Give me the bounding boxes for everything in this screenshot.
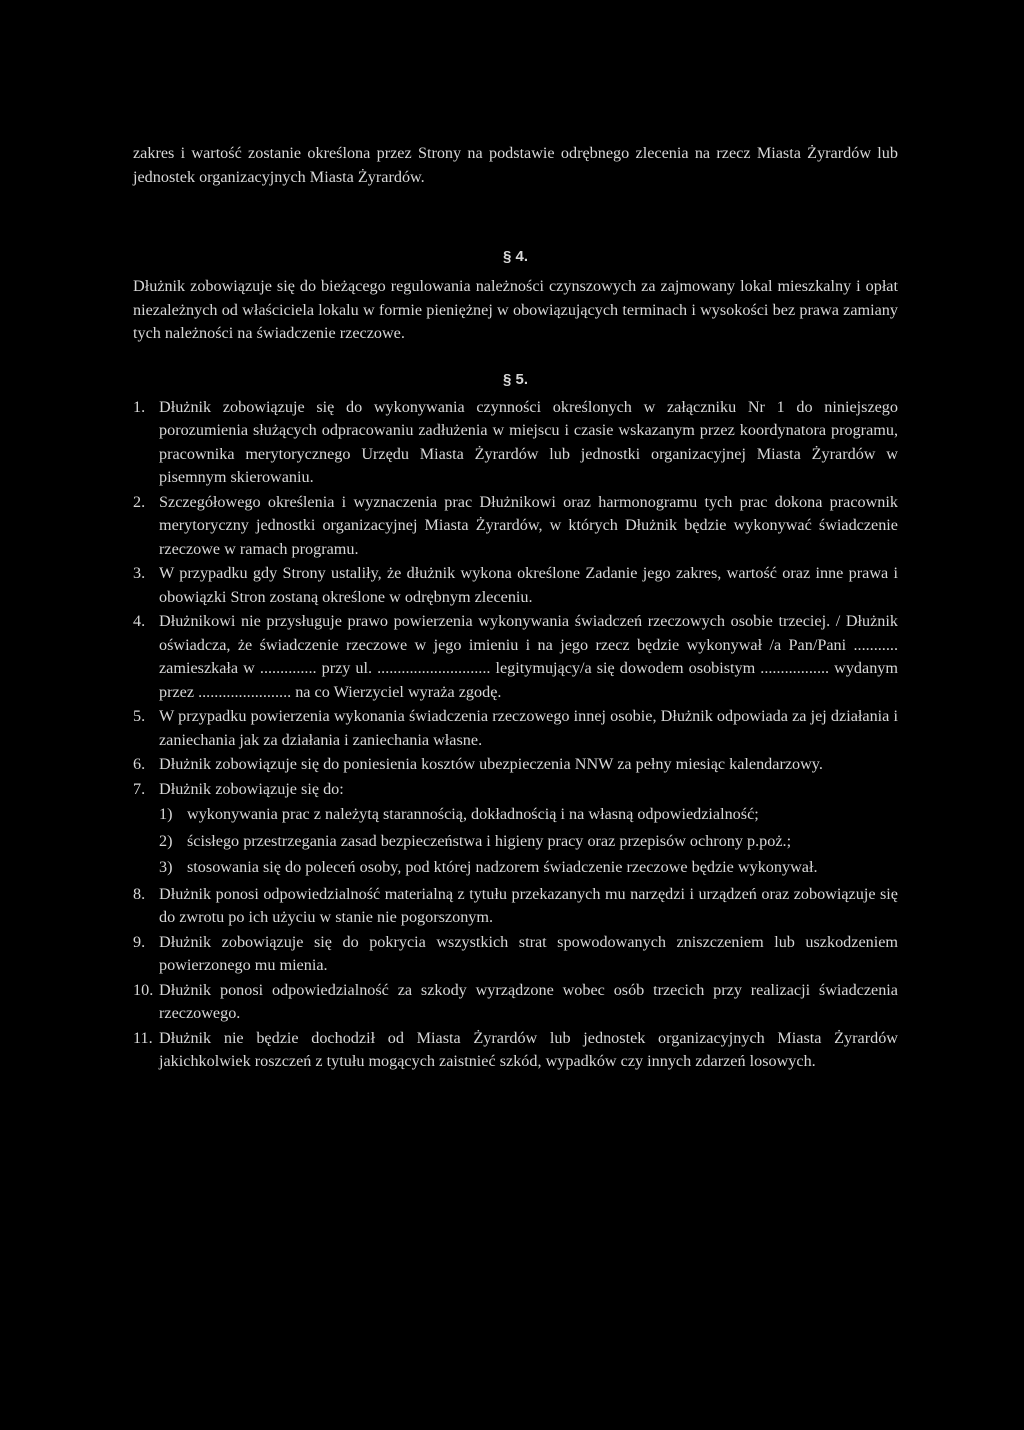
list-item: [133, 883, 898, 930]
sub-list-item-number: 1): [159, 805, 173, 823]
list-item-text: Dłużnik zobowiązuje się do:: [159, 779, 344, 798]
sub-list-item: [159, 830, 898, 854]
section-4-paragraph: Dłużnik zobowiązuje się do bieżącego regulowania należności czynszowych za zajmowany lokal mieszkalny i opłat niezależnych od właściciela lokalu w formie pieniężnej w obowiązujących terminach i wysokości bez prawa zamiany tych należności na świadczenie rzeczowe.: [133, 277, 898, 342]
list-item-number: 11.: [133, 1028, 153, 1047]
list-item-number: 6.: [133, 755, 146, 773]
section-5-heading: § 5.: [502, 370, 529, 388]
list-item-number: 10.: [133, 980, 154, 999]
list-item-text: Dłużnik ponosi odpowiedzialność za szkody wyrządzone wobec osób trzecich przy realizacji świadczenia rzeczowego.: [159, 980, 898, 1022]
list-item-text: Dłużnikowi nie przysługuje prawo powierzenia wykonywania świadczeń rzeczowych osobie trzeciej. / Dłużnik oświadcza, że świadczenie rzeczowe w jego imieniu i na jego rzecz będzie wykonywał /a Pan/Pani ........... zamieszkała w .............. przy ul. ............................ legitymujący/a się dowodem osobistym ................. wydanym przez ....................... na co Wierzyciel wyraża zgodę.: [159, 612, 898, 701]
sub-list-item-text: ścisłego przestrzegania zasad bezpieczeństwa i higieny pracy oraz przepisów ochrony p.poż.;: [187, 831, 792, 850]
list-item-number: 5.: [133, 707, 146, 725]
sub-list-item: [159, 803, 898, 827]
sub-list-item-number: 2): [159, 831, 173, 850]
list-item-text: W przypadku powierzenia wykonania świadczenia rzeczowego innej osobie, Dłużnik odpowiada za jej działania i zaniechania jak za działania i zaniechania własne.: [159, 707, 898, 749]
sub-list-item-text: wykonywania prac z należytą starannością, dokładnością i na własną odpowiedzialność;: [187, 805, 759, 823]
list-item: [133, 491, 898, 562]
sub-list-item-text: stosowania się do poleceń osoby, pod której nadzorem świadczenie rzeczowe będzie wykonywał.: [187, 858, 818, 876]
list-item: [133, 753, 898, 777]
list-item: [133, 931, 898, 978]
section-4-heading: § 4.: [502, 248, 529, 265]
sub-list: [159, 803, 898, 880]
list-item: [133, 979, 898, 1026]
list-item-text: Szczegółowego określenia i wyznaczenia prac Dłużnikowi oraz harmonogramu tych prac dokona pracownik merytoryczny jednostki organizacyjnej Miasta Żyrardów, w których Dłużnik będzie wykonywać świadczenie rzeczowe w ramach programu.: [159, 492, 898, 558]
list-item-number: 2.: [133, 492, 146, 511]
list-item-text: Dłużnik ponosi odpowiedzialność materialną z tytułu przekazanych mu narzędzi i urządzeń oraz zobowiązuje się do zwrotu po ich użyciu w stanie nie pogorszonym.: [159, 884, 898, 926]
list-item-text: Dłużnik zobowiązuje się do pokrycia wszystkich strat spowodowanych zniszczeniem lub uszkodzeniem powierzonego mu mienia.: [159, 932, 898, 974]
section-5-list: [133, 396, 898, 1074]
list-item-number: 8.: [133, 884, 146, 903]
sub-list-item-number: 3): [159, 858, 173, 876]
list-item: [133, 562, 898, 609]
list-item: [133, 610, 898, 704]
list-item-text: Dłużnik zobowiązuje się do wykonywania czynności określonych w załączniku Nr 1 do niniejszego porozumienia służących odpracowaniu zadłużenia w miejscu i czasie wskazanym przez koordynatora programu, pracownika merytorycznego Urzędu Miasta Żyrardów lub jednostki organizacyjnej Miasta Żyrardów w pisemnym skierowaniu.: [159, 397, 898, 486]
list-item-text: Dłużnik nie będzie dochodził od Miasta Żyrardów lub jednostek organizacyjnych Miasta Żyrardów jakichkolwiek roszczeń z tytułu mogących zaistnieć szkód, wypadków czy innych zdarzeń losowych.: [159, 1028, 898, 1070]
list-item-text: Dłużnik zobowiązuje się do poniesienia kosztów ubezpieczenia NNW za pełny miesiąc kalendarzowy.: [159, 755, 823, 773]
document-page: [133, 142, 898, 1075]
list-item: [133, 396, 898, 490]
list-item-text: W przypadku gdy Strony ustaliły, że dłużnik wykona określone Zadanie jego zakres, wartość oraz inne prawa i obowiązki Stron zostaną określone w odrębnym zleceniu.: [159, 564, 898, 606]
list-item: [133, 1027, 898, 1074]
sub-list-item: [159, 856, 898, 880]
intro-paragraph: zakres i wartość zostanie określona przez Strony na podstawie odrębnego zlecenia na rzecz Miasta Żyrardów lub jednostek organizacyjnych Miasta Żyrardów.: [133, 144, 898, 186]
list-item: [133, 778, 898, 880]
list-item-number: 1.: [133, 397, 146, 416]
list-item-number: 3.: [133, 564, 146, 582]
list-item-number: 7.: [133, 779, 146, 798]
list-item-number: 9.: [133, 932, 146, 951]
list-item-number: 4.: [133, 612, 146, 630]
list-item: [133, 705, 898, 752]
